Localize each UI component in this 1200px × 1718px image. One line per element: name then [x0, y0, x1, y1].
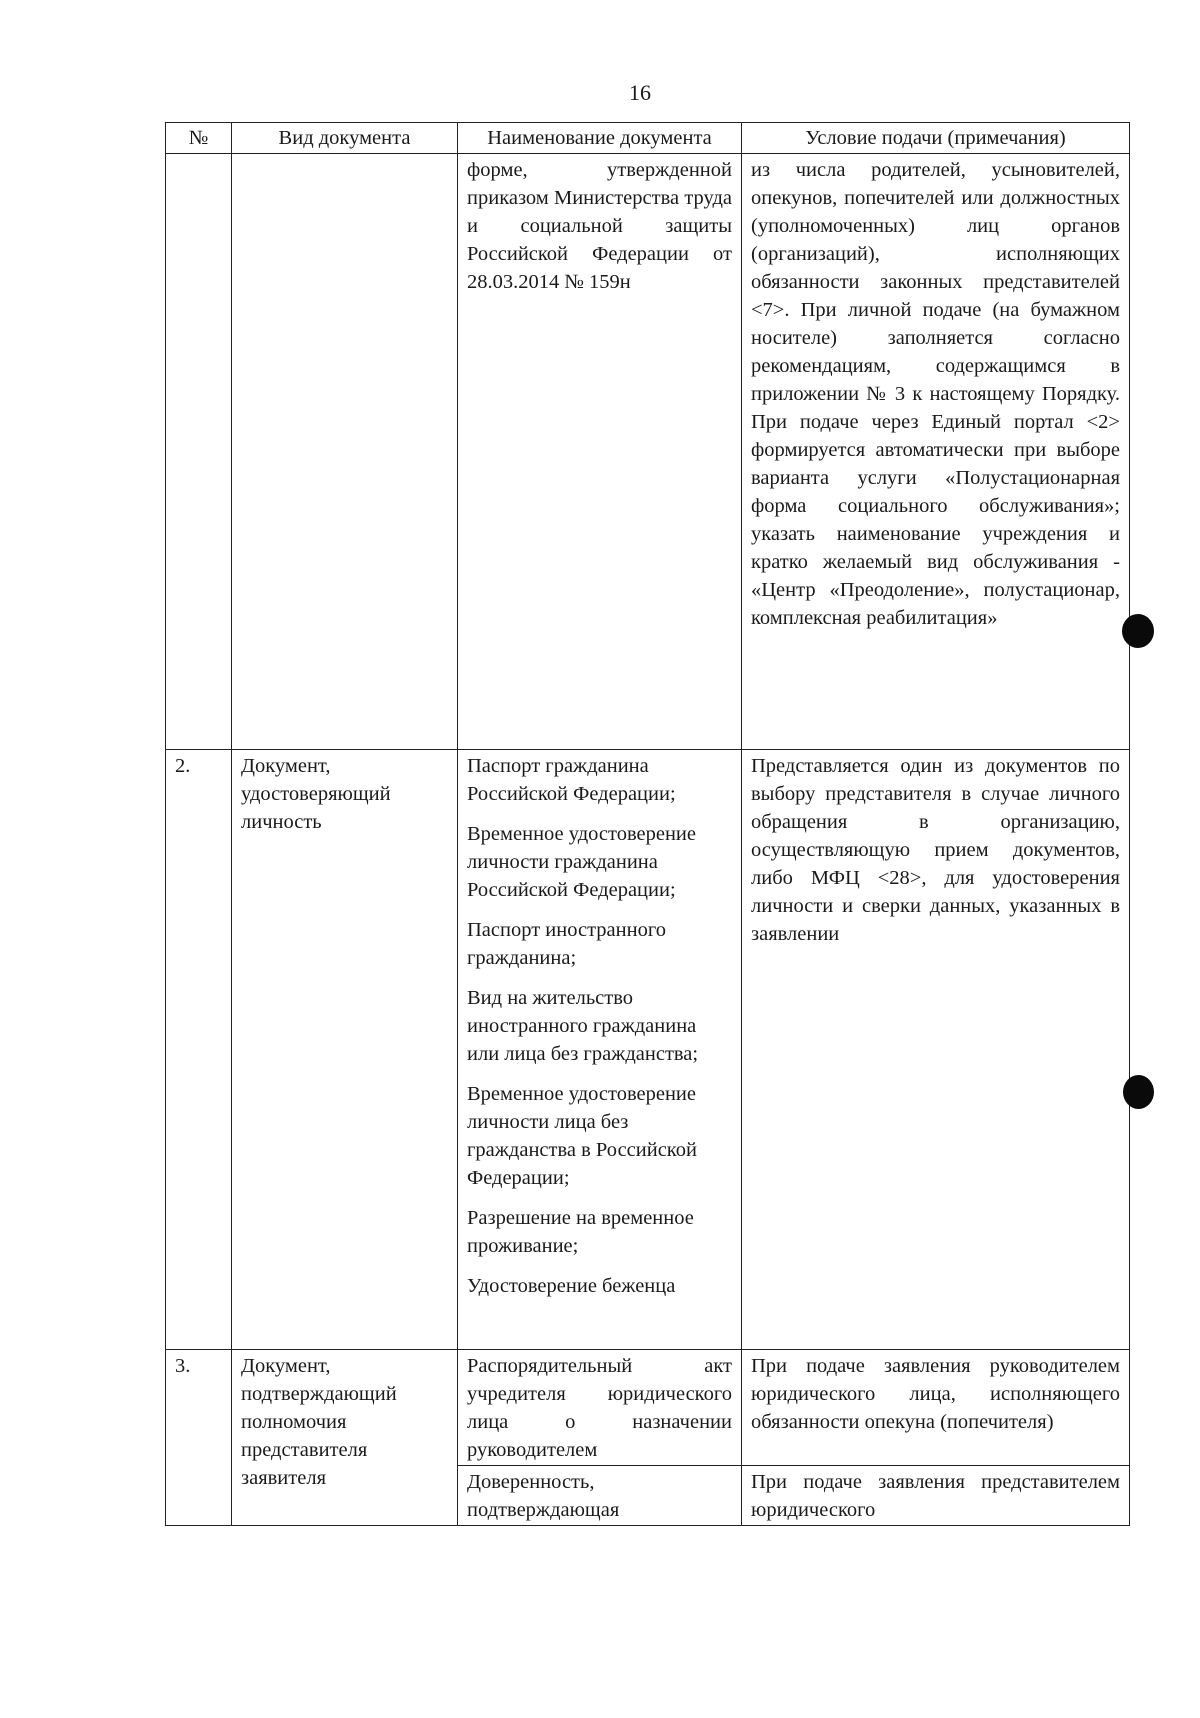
- cell-document-type: Документ, подтверждающий полномочия представителя заявителя: [232, 1350, 458, 1526]
- header-document-name: Наименование документа: [458, 123, 742, 154]
- cell-document-type: Документ, удостоверяющий личность: [232, 750, 458, 1350]
- list-item: Вид на жительство иностранного гражданина или лица без гражданства;: [467, 987, 699, 1065]
- list-item: Удостоверение беженца: [467, 1275, 676, 1297]
- cell-document-name: Распорядительный акт учредителя юридического лица о назначении руководителем: [458, 1350, 742, 1466]
- header-document-type: Вид документа: [232, 123, 458, 154]
- cell-condition: При подаче заявления представителем юридического: [742, 1466, 1130, 1526]
- list-item: Паспорт иностранного гражданина;: [467, 919, 666, 969]
- list-item: Временное удостоверение личности гражданина Российской Федерации;: [467, 823, 696, 901]
- list-item: Паспорт гражданина Российской Федерации;: [467, 755, 676, 805]
- cell-document-name: форме, утвержденной приказом Министерства труда и социальной защиты Российской Федерации от 28.03.2014 № 159н: [458, 154, 742, 750]
- header-condition: Условие подачи (примечания): [742, 123, 1130, 154]
- cell-document-name: Доверенность, подтверждающая: [458, 1466, 742, 1526]
- cell-number: [166, 154, 232, 750]
- cell-condition: Представляется один из документов по выбору представителя в случае личного обращения в организацию, осуществляющую прием документов, либо МФЦ <28>, для удостоверения личности и сверки данных, указанных в заявлении: [742, 750, 1130, 1350]
- cell-document-type: [232, 154, 458, 750]
- hole-punch-mark: [1123, 1075, 1154, 1109]
- table-row-2: [166, 750, 1130, 1350]
- list-item: Разрешение на временное проживание;: [467, 1207, 694, 1257]
- list-item: Временное удостоверение личности лица без гражданства в Российской Федерации;: [467, 1083, 697, 1189]
- cell-number: 3.: [166, 1350, 232, 1526]
- hole-punch-mark: [1122, 614, 1154, 648]
- header-number: №: [166, 123, 232, 154]
- cell-number: 2.: [166, 750, 232, 1350]
- table-row-continued: [166, 154, 1130, 750]
- cell-condition: из числа родителей, усыновителей, опекунов, попечителей или должностных (уполномоченных) лиц органов (организаций), исполняющих обязанности законных представителей <7>. При личной подаче (на бумажном носителе) заполняется согласно рекомендациям, содержащимся в приложении № 3 к настоящему Порядку. При подаче через Единый портал <2> формируется автоматически при выборе варианта услуги «Полустационарная форма социального обслуживания»; указать наименование учреждения и кратко желаемый вид обслуживания - «Центр «Преодоление», полустационар, комплексная реабилитация»: [742, 154, 1130, 750]
- cell-condition: При подаче заявления руководителем юридического лица, исполняющего обязанности опекуна (попечителя): [742, 1350, 1130, 1466]
- documents-table: [165, 122, 1130, 1526]
- cell-document-names: [458, 750, 742, 1350]
- table-header-row: [166, 123, 1130, 154]
- table-row-3a: [166, 1350, 1130, 1466]
- page-number: 16: [629, 80, 651, 105]
